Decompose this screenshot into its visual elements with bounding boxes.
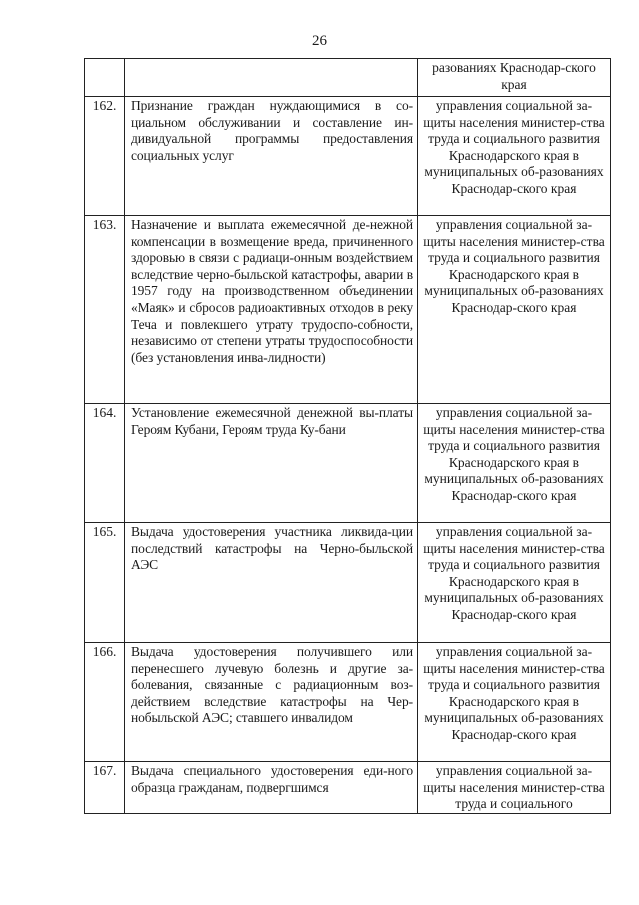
service-name: Выдача специального удостоверения еди-ного образца гражданам, подвергшимся [125, 762, 418, 814]
row-number: 163. [85, 216, 125, 404]
responsible-body: управления социальной за-щиты населения министер-ства труда и социального развития Краснодарского края в муниципальных об-разованиях Краснодар-ского края [418, 216, 611, 404]
responsible-body: управления социальной за-щиты населения министер-ства труда и социального развития Краснодарского края в муниципальных об-разованиях Краснодар-ского края [418, 643, 611, 762]
service-name [125, 59, 418, 97]
table-row-continuation [85, 59, 611, 97]
responsible-body: управления социальной за-щиты населения министер-ства труда и социального развития Краснодарского края в муниципальных об-разованиях Краснодар-ского края [418, 523, 611, 643]
services-table [84, 58, 611, 814]
responsible-body: управления социальной за-щиты населения министер-ства труда и социального развития Краснодарского края в муниципальных об-разованиях Краснодар-ского края [418, 404, 611, 523]
table-row-162 [85, 97, 611, 216]
table-row-166 [85, 643, 611, 762]
service-name: Признание граждан нуждающимися в со-циальном обслуживании и составление ин-дивидуальной программы предоставления социальных услуг [125, 97, 418, 216]
row-number: 165. [85, 523, 125, 643]
service-name: Выдача удостоверения участника ликвида-ции последствий катастрофы на Черно-быльской АЭС [125, 523, 418, 643]
service-name: Назначение и выплата ежемесячной де-нежной компенсации в возмещение вреда, причиненного здоровью в связи с радиаци-онным воздействием вследствие черно-быльской катастрофы, аварии в 1957 году на производственном объединении «Маяк» и сбросов радиоактивных отходов в реку Теча и повлекшего утрату трудоспо-собности, независимо от степени утраты трудоспособности (без установления инва-лидности) [125, 216, 418, 404]
responsible-body: управления социальной за-щиты населения министер-ства труда и социального [418, 762, 611, 814]
table-row-163 [85, 216, 611, 404]
responsible-body: управления социальной за-щиты населения министер-ства труда и социального развития Краснодарского края в муниципальных об-разованиях Краснодар-ского края [418, 97, 611, 216]
row-number: 164. [85, 404, 125, 523]
responsible-body: разованиях Краснодар-ского края [418, 59, 611, 97]
row-number: 162. [85, 97, 125, 216]
row-number: 167. [85, 762, 125, 814]
page-number: 26 [312, 33, 327, 49]
service-name: Выдача удостоверения получившего или перенесшего лучевую болезнь и другие за-болевания, связанные с радиационным воз-действием вследствие катастрофы на Чер-нобыльской АЭС; ставшего инвалидом [125, 643, 418, 762]
table-row-165 [85, 523, 611, 643]
row-number: 166. [85, 643, 125, 762]
service-name: Установление ежемесячной денежной вы-платы Героям Кубани, Героям труда Ку-бани [125, 404, 418, 523]
table-row-167 [85, 762, 611, 814]
row-number [85, 59, 125, 97]
table-row-164 [85, 404, 611, 523]
